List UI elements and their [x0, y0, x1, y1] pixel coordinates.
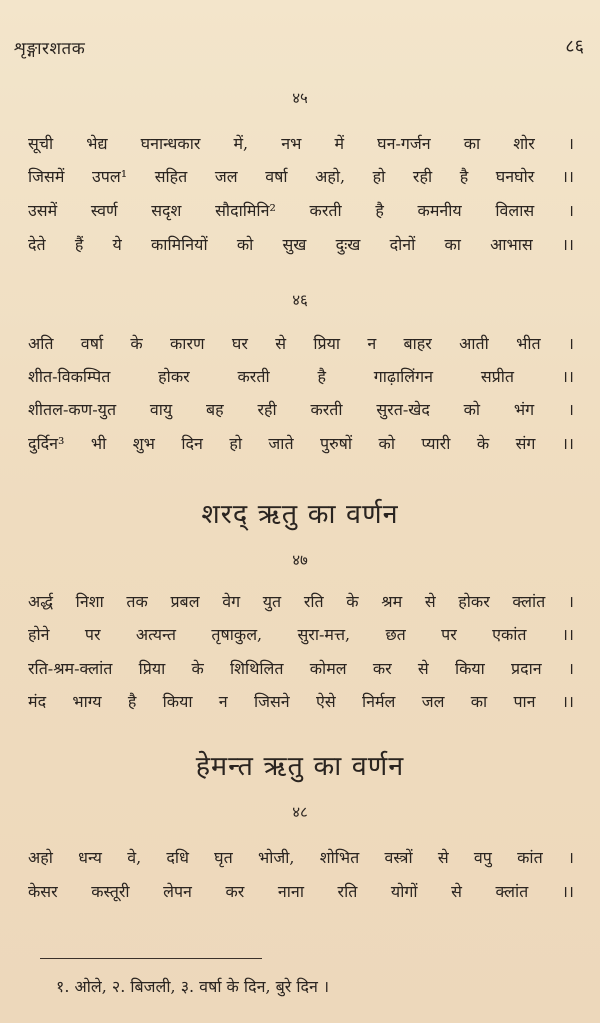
- running-title: शृङ्गारशतक: [14, 39, 86, 59]
- verse-48-line-2: केसर कस्तूरी लेपन कर नाना रति योगों से क्लांत ।।: [28, 882, 574, 901]
- verse-47-line-3: रति-श्रम-क्लांत प्रिया के शिथिलित कोमल कर से किया प्रदान ।: [28, 659, 574, 678]
- verse-46-line-2: शीत-विकम्पित होकर करती है गाढ़ालिंगन सप्रीत ।।: [28, 367, 574, 386]
- verse-number-45: ४५: [292, 89, 308, 107]
- verse-46-line-4: दुर्दिन³ भी शुभ दिन हो जाते पुरुषों को प्यारी के संग ।।: [28, 434, 574, 453]
- section-title-hemant: हेमन्त ऋतु का वर्णन: [195, 751, 405, 782]
- verse-45-line-2: जिसमें उपल¹ सहित जल वर्षा अहो, हो रही है घनघोर ।।: [28, 167, 574, 186]
- verse-number-47: ४७: [292, 551, 308, 569]
- verse-45-line-1: सूची भेद्य घनान्धकार में, नभ में घन-गर्जन का शोर ।: [28, 134, 574, 153]
- section-title-sharad: शरद् ऋतु का वर्णन: [201, 499, 399, 530]
- verse-46-line-3: शीतल-कण-युत वायु बह रही करती सुरत-खेद को भंग ।: [28, 400, 574, 419]
- footnote-text: १. ओले, २. बिजली, ३. वर्षा के दिन, बुरे दिन ।: [56, 977, 330, 996]
- verse-46-line-1: अति वर्षा के कारण घर से प्रिया न बाहर आती भीत ।: [28, 334, 574, 353]
- verse-47-line-2: होने पर अत्यन्त तृषाकुल, सुरा-मत्त, छत पर एकांत ।।: [28, 625, 574, 644]
- verse-48-line-1: अहो धन्य वे, दधि घृत भोजी, शोभित वस्त्रों से वपु कांत ।: [28, 848, 574, 867]
- verse-47-line-4: मंद भाग्य है किया न जिसने ऐसे निर्मल जल का पान ।।: [28, 692, 574, 711]
- verse-47-line-1: अर्द्ध निशा तक प्रबल वेग युत रति के श्रम से होकर क्लांत ।: [28, 592, 574, 611]
- verse-number-46: ४६: [292, 291, 308, 309]
- verse-45-line-3: उसमें स्वर्ण सदृश सौदामिनि² करती है कमनीय विलास ।: [28, 201, 574, 220]
- verse-45-line-4: देते हैं ये कामिनियों को सुख दुःख दोनों का आभास ।।: [28, 235, 574, 254]
- page-number: ८६: [565, 36, 584, 57]
- footnote-rule: [40, 958, 262, 959]
- verse-number-48: ४८: [292, 803, 308, 821]
